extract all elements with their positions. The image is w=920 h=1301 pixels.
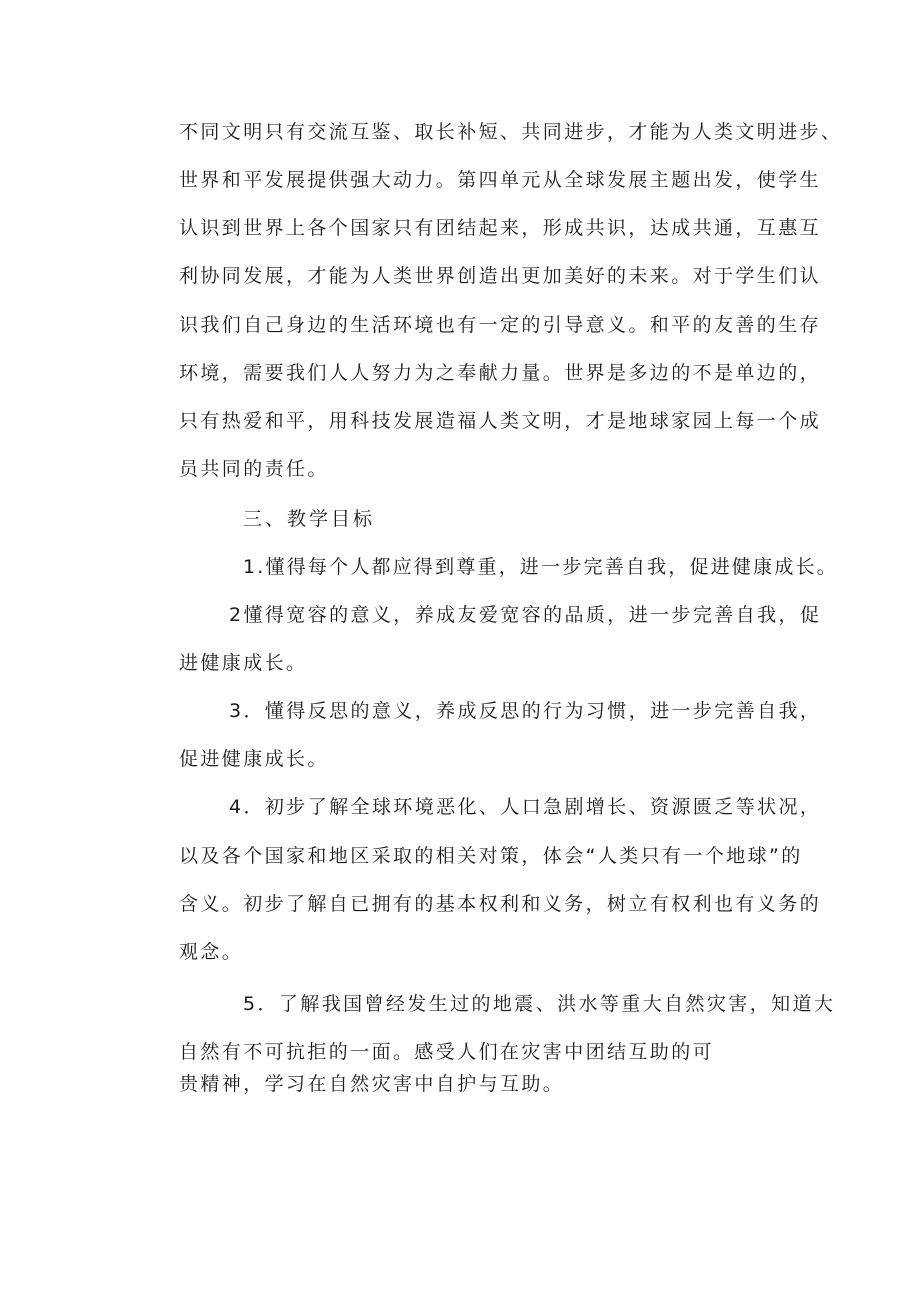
text-line: 贵精神，学习在自然灾害中自护与互助。 <box>179 1073 565 1095</box>
text-line: 进健康成长。 <box>179 652 308 674</box>
text-line: 只有热爱和平，用科技发展造福人类文明，才是地球家园上每一个成 <box>179 410 822 432</box>
text-line: 以及各个国家和地区采取的相关对策，体会“人类只有一个地球”的 <box>179 845 803 867</box>
text-line: 员共同的责任。 <box>179 458 329 480</box>
text-line: 1.懂得每个人都应得到尊重，进一步完善自我，促进健康成长。 <box>243 556 838 578</box>
text-line: 4．初步了解全球环境恶化、人口急剧增长、资源匮乏等状况， <box>229 796 822 818</box>
text-line: 不同文明只有交流互鉴、取长补短、共同进步，才能为人类文明进步、 <box>179 121 843 143</box>
text-line: 识我们自己身边的生活环境也有一定的引导意义。和平的友善的生存 <box>179 314 822 336</box>
text-line: 认识到世界上各个国家只有团结起来，形成共识，达成共通，互惠互 <box>179 217 822 239</box>
section-heading: 三、教学目标 <box>243 508 376 530</box>
text-line: 环境，需要我们人人努力为之奉献力量。世界是多边的不是单边的， <box>179 362 822 384</box>
text-line: 自然有不可抗拒的一面。感受人们在灾害中团结互助的可 <box>179 1041 715 1063</box>
text-line: 3．懂得反思的意义，养成反思的行为习惯，进一步完善自我， <box>229 700 822 722</box>
text-line: 观念。 <box>179 941 244 963</box>
text-line: 世界和平发展提供强大动力。第四单元从全球发展主题出发，使学生 <box>179 169 822 191</box>
text-line: 5．了解我国曾经发生过的地震、洪水等重大自然灾害，知道大 <box>243 993 836 1015</box>
text-line: 促进健康成长。 <box>179 748 329 770</box>
text-line: 含义。初步了解自已拥有的基本权利和义务，树立有权利也有义务的 <box>179 893 822 915</box>
text-line: 2懂得宽容的意义，养成友爱宽容的品质，进一步完善自我，促 <box>229 604 822 626</box>
text-line: 利协同发展，才能为人类世界创造出更加美好的未来。对于学生们认 <box>179 265 822 287</box>
